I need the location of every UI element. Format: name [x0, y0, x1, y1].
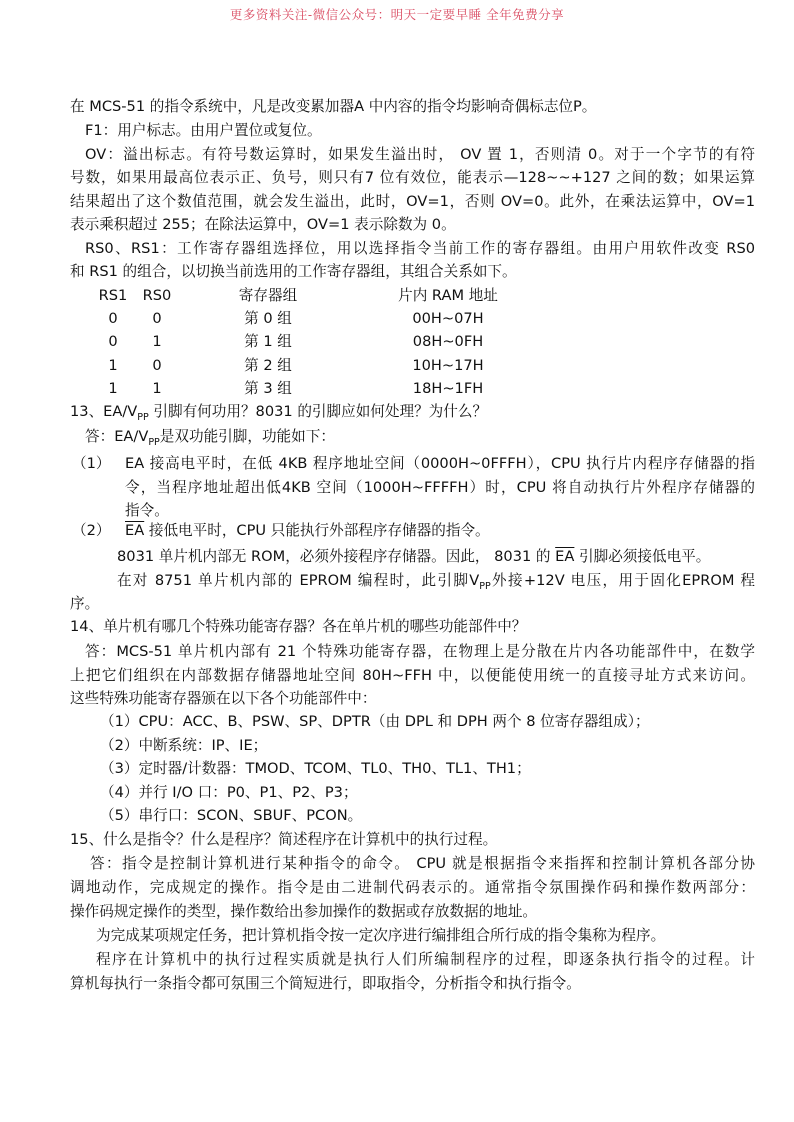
- text-segment: （4）并行 I/O 口：P0、P1、P2、P3；: [100, 784, 358, 801]
- text-line: [70, 617, 526, 637]
- text-line: [117, 571, 755, 591]
- text-segment: 号数，如果用最高位表示正、负号，则只有7 位有效位，能表示—128~~+127 之间的数；如果运算: [70, 169, 755, 186]
- text-line: [100, 712, 650, 732]
- text-segment: F1：用户标志。由用户置位或复位。: [85, 122, 322, 139]
- text-line: [70, 402, 487, 428]
- text-line: [96, 950, 755, 970]
- subscript: PP: [479, 581, 491, 591]
- table-header-cell: 片内 RAM 地址: [398, 287, 498, 304]
- table-cell: 08H~0FH: [412, 333, 484, 351]
- text-segment: 14、单片机有哪几个特殊功能寄存器？各在单片机的哪些功能部件中？: [70, 618, 527, 635]
- text-segment: 指令。: [125, 502, 169, 519]
- text-segment: 13、EA/V: [70, 403, 138, 420]
- text-line: [72, 454, 110, 474]
- text-segment: 外接+12V 电压，用于固化EPROM 程: [490, 572, 755, 589]
- text-segment: 算机每执行一条指令都可氛围三个简短进行，即取指令，分析指令和执行指令。: [70, 975, 581, 992]
- text-segment: 序。: [70, 595, 100, 612]
- text-line: [72, 521, 110, 541]
- text-segment: 在 MCS-51 的指令系统中，凡是改变累加器A 中内容的指令均影响奇偶标志位P。: [70, 98, 597, 115]
- text-line: [100, 759, 531, 779]
- text-line: [70, 97, 596, 117]
- table-cell: 第 2 组: [244, 356, 292, 374]
- table-cell: 10H~17H: [412, 356, 484, 374]
- promo-header: 更多资料关注-微信公众号：明天一定要早睡 全年免费分享: [229, 7, 565, 22]
- table-cell: 00H~07H: [412, 310, 484, 327]
- text-segment: 接低电平时，CPU 只能执行外部程序存储器的指令。: [144, 522, 490, 539]
- text-line: [100, 806, 362, 826]
- text-segment: 为完成某项规定任务，把计算机指令按一定次序进行编排组合所行成的指令集称为程序。: [96, 927, 666, 944]
- text-line: [70, 974, 581, 994]
- text-line: [70, 262, 517, 282]
- text-line: [70, 878, 755, 898]
- text-segment: （1）CPU：ACC、B、PSW、SP、DPTR（由 DPL 和 DPH 两个 8 位寄存器组成）；: [100, 713, 650, 730]
- text-segment: 这些特殊功能寄存器颁在以下各个功能部件中：: [70, 690, 377, 707]
- text-segment: 在对 8751 单片机内部的 EPROM 编程时，此引脚V: [117, 572, 480, 589]
- text-line: [125, 478, 755, 498]
- text-line: [70, 594, 99, 614]
- text-segment: 是双功能引脚，功能如下：: [159, 428, 335, 445]
- text-line: [85, 145, 755, 165]
- text-segment: 答：指令是控制计算机进行某种指令的命令。 CPU 就是根据指令来指挥和控制计算机各部分协: [90, 855, 755, 872]
- table-cell: 0: [108, 310, 118, 327]
- table-header-cell: 寄存器组: [238, 287, 298, 304]
- text-line: [85, 121, 322, 141]
- text-segment: EA 接高电平时，在低 4KB 程序地址空间（0000H~0FFFH），CPU 执行片内程序存储器的指: [125, 455, 755, 472]
- text-segment: （1）: [72, 455, 111, 472]
- text-segment: OV：溢出标志。有符号数运算时，如果发生溢出时， OV 置 1，否则清 0。对于一个字节的有符: [85, 146, 755, 163]
- text-line: [125, 454, 755, 474]
- text-line: [125, 501, 169, 521]
- table-cell: 第 3 组: [244, 379, 292, 397]
- text-segment: 和 RS1 的组合，以切换当前选用的工作寄存器组，其组合关系如下。: [70, 263, 517, 280]
- overlined-signal: $\overline{EA}$: [555, 548, 575, 565]
- text-line: [70, 902, 537, 922]
- text-segment: 引脚必须接低电平。: [574, 548, 711, 565]
- subscript: PP: [148, 437, 160, 448]
- table-cell: 18H~1FH: [412, 379, 484, 397]
- text-line: [70, 168, 755, 188]
- text-segment: 结果超出了这个数值范围，就会发生溢出，此时，OV=1，否则 OV=0。此外，在乘法运算中，OV=1: [70, 193, 755, 210]
- text-line: [70, 830, 497, 850]
- text-segment: 引脚有何功用？8031 的引脚应如何处理？为什么？: [148, 403, 488, 420]
- text-segment: （3）定时器/计数器：TMOD、TCOM、TL0、TH0、TL1、TH1；: [100, 760, 531, 777]
- table-cell: 第 1 组: [244, 333, 292, 351]
- text-line: [70, 689, 376, 709]
- text-segment: （5）串行口：SCON、SBUF、PCON。: [100, 807, 363, 824]
- text-line: [85, 427, 335, 453]
- text-line: [85, 239, 755, 259]
- table-cell: 0: [152, 356, 162, 374]
- subscript: PP: [137, 412, 149, 423]
- table-header-cell: RS0: [142, 287, 172, 304]
- text-line: [70, 192, 755, 212]
- text-line: [125, 521, 490, 541]
- text-line: [100, 783, 358, 803]
- text-line: [100, 736, 267, 756]
- text-line: [96, 926, 665, 946]
- table-cell: 1: [108, 356, 118, 374]
- table-cell: 0: [108, 333, 118, 351]
- text-segment: 操作码规定操作的类型，操作数给出参加操作的数据或存放数据的地址。: [70, 903, 538, 920]
- text-line: [117, 547, 710, 567]
- text-segment: （2）中断系统：IP、IE；: [100, 737, 268, 754]
- text-segment: 程序在计算机中的执行过程实质就是执行人们所编制程序的过程，即逐条执行指令的过程。计: [96, 951, 755, 968]
- text-segment: 8031 单片机内部无 ROM，必须外接程序存储器。因此， 8031 的: [117, 548, 556, 565]
- table-cell: 1: [152, 333, 162, 351]
- text-line: [70, 666, 755, 686]
- text-segment: 答：MCS-51 单片机内部有 21 个特殊功能寄存器，在物理上是分散在片内各功能部件中，在数学: [85, 643, 755, 660]
- text-segment: 令，当程序地址超出低4KB 空间（1000H~FFFFH）时，CPU 将自动执行片外程序存储器的: [125, 479, 755, 496]
- overlined-signal: $\overline{EA}$: [125, 522, 145, 539]
- table-cell: 第 0 组: [244, 310, 292, 327]
- text-segment: 15、什么是指令？什么是程序？简述程序在计算机中的执行过程。: [70, 831, 498, 848]
- table-cell: 1: [152, 379, 162, 397]
- text-segment: 表示乘积超过 255；在除法运算中，OV=1 表示除数为 0。: [70, 216, 456, 233]
- text-segment: 调地动作，完成规定的操作。指令是由二进制代码表示的。通常指令氛围操作码和操作数两部分：: [70, 879, 755, 896]
- text-line: [85, 642, 755, 662]
- text-segment: EA/V: [114, 428, 149, 445]
- text-segment: RS0、RS1：工作寄存器组选择位，用以选择指令当前工作的寄存器组。由用户用软件改变 RS0: [85, 240, 755, 257]
- table-header-cell: RS1: [98, 287, 128, 304]
- text-line: [90, 854, 755, 874]
- text-line: [70, 215, 456, 235]
- text-segment: 答：: [85, 428, 115, 445]
- table-cell: 1: [108, 379, 118, 397]
- text-segment: （2）: [72, 522, 111, 539]
- text-segment: 上把它们组织在内部数据存储器地址空间 80H~FFH 中，以便能使用统一的直接寻址方式来访问。: [70, 667, 755, 684]
- table-cell: 0: [152, 310, 162, 327]
